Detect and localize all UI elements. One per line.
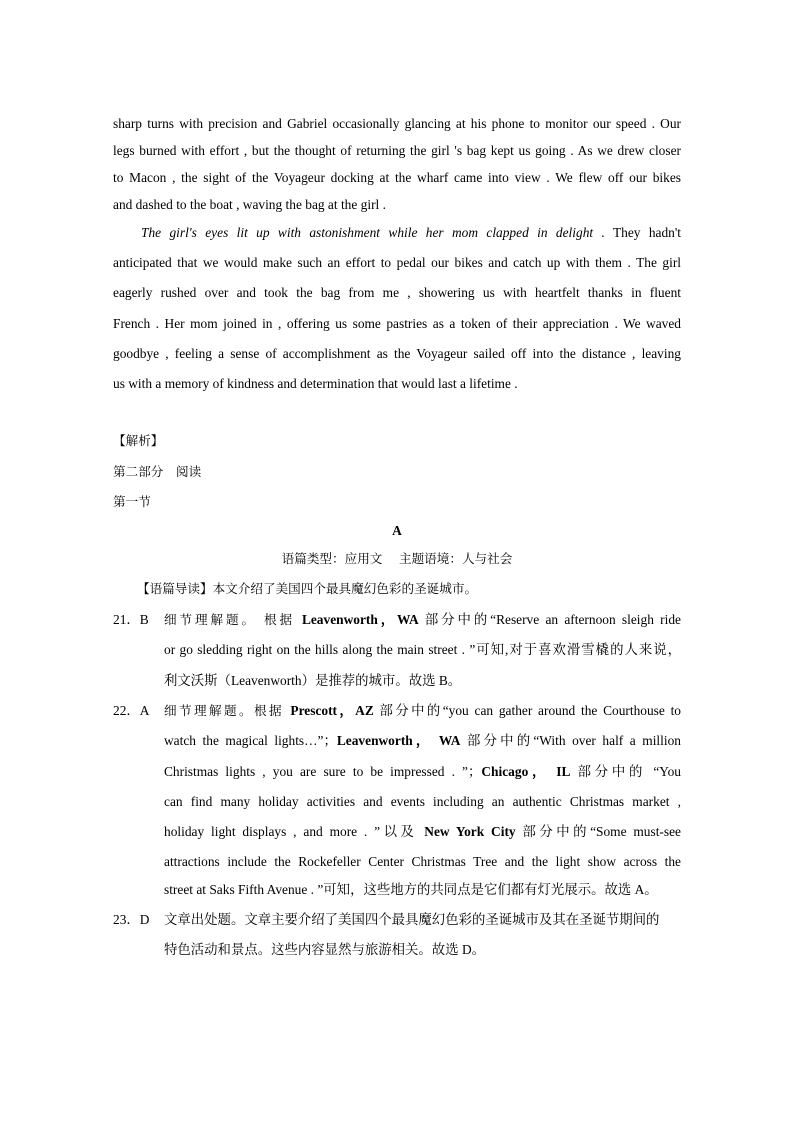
essay-line: eagerly rushed over and took the bag from me , showering us with heartfelt thanks in fluent: [113, 285, 681, 300]
passage-letter: A: [392, 523, 402, 538]
passage-guide: 【语篇导读】本文介绍了美国四个最具魔幻色彩的圣诞城市。: [137, 581, 478, 596]
essay-line: legs burned with effort , but the thought of returning the girl 's bag kept us going . As we drew closer: [113, 143, 681, 158]
place-name: Leavenworth， WA: [336, 733, 461, 748]
analysis-heading: 【解析】: [113, 433, 164, 448]
question-number: 22．A: [113, 703, 150, 718]
answer-line: 细节理解题。 根据 Leavenworth，WA 部分中的“Reserve an afternoon sleigh ride: [164, 612, 682, 627]
essay-line: us with a memory of kindness and determination that would last a lifetime .: [113, 376, 518, 391]
answer-line: 利文沃斯（Leavenworth）是推荐的城市。故选 B。: [164, 673, 462, 688]
answer-line: holiday light displays , and more . ”以及 New York City 部分中的“Some must-see: [164, 824, 681, 839]
essay-line: sharp turns with precision and Gabriel occasionally glancing at his phone to monitor our speed . Our: [113, 116, 681, 131]
answer-line: attractions include the Rockefeller Center Christmas Tree and the light show across the: [164, 854, 681, 869]
place-name: Leavenworth，WA: [301, 612, 419, 627]
essay-line: goodbye , feeling a sense of accomplishment as the Voyageur sailed off into the distance , leaving: [113, 346, 681, 361]
answer-line: Christmas lights , you are sure to be impressed . ”；Chicago， IL 部分中的 “You: [164, 764, 682, 779]
passage-meta: 语篇类型：应用文 主题语境：人与社会: [281, 551, 513, 566]
answer-line: 特色活动和景点。这些内容显然与旅游相关。故选 D。: [164, 942, 486, 957]
question-number: 21．B: [113, 612, 149, 627]
essay-line-first: [141, 224, 681, 242]
place-name: Chicago， IL: [481, 764, 571, 779]
place-name: New York City: [424, 824, 516, 839]
answer-line: watch the magical lights…”；Leavenworth， WA 部分中的“With over half a million: [164, 733, 681, 748]
essay-line: to Macon , the sight of the Voyageur docking at the wharf came into view . We flew off our bikes: [113, 170, 681, 185]
section-heading: 第一节: [113, 494, 151, 509]
answer-line: street at Saks Fifth Avenue . ”可知，这些地方的共同点是它们都有灯光展示。故选 A。: [164, 882, 658, 897]
part-heading: 第二部分 阅读: [113, 464, 202, 479]
answer-line: 文章出处题。文章主要介绍了美国四个最具魔幻色彩的圣诞城市及其在圣诞节期间的: [164, 912, 660, 927]
question-number: 23．D: [113, 912, 150, 927]
essay-line: French . Her mom joined in , offering us some pastries as a token of their appreciation . We waved: [113, 316, 681, 331]
essay-italic-sentence: The girl's eyes lit up with astonishment while her mom clapped in delight .: [141, 225, 605, 240]
essay-line-rest: They hadn't: [604, 225, 681, 240]
essay-line: anticipated that we would make such an effort to pedal our bikes and catch up with them . The girl: [113, 255, 681, 270]
answer-line: 细节理解题。根据 Prescott，AZ 部分中的“you can gather around the Courthouse to: [164, 703, 681, 718]
essay-line: and dashed to the boat , waving the bag at the girl .: [113, 197, 386, 212]
place-name: Prescott，AZ: [290, 703, 374, 718]
answer-line: or go sledding right on the hills along the main street . ”可知,对于喜欢滑雪橇的人来说，: [164, 642, 681, 657]
answer-line: can find many holiday activities and events including an authentic Christmas market ,: [164, 794, 681, 809]
